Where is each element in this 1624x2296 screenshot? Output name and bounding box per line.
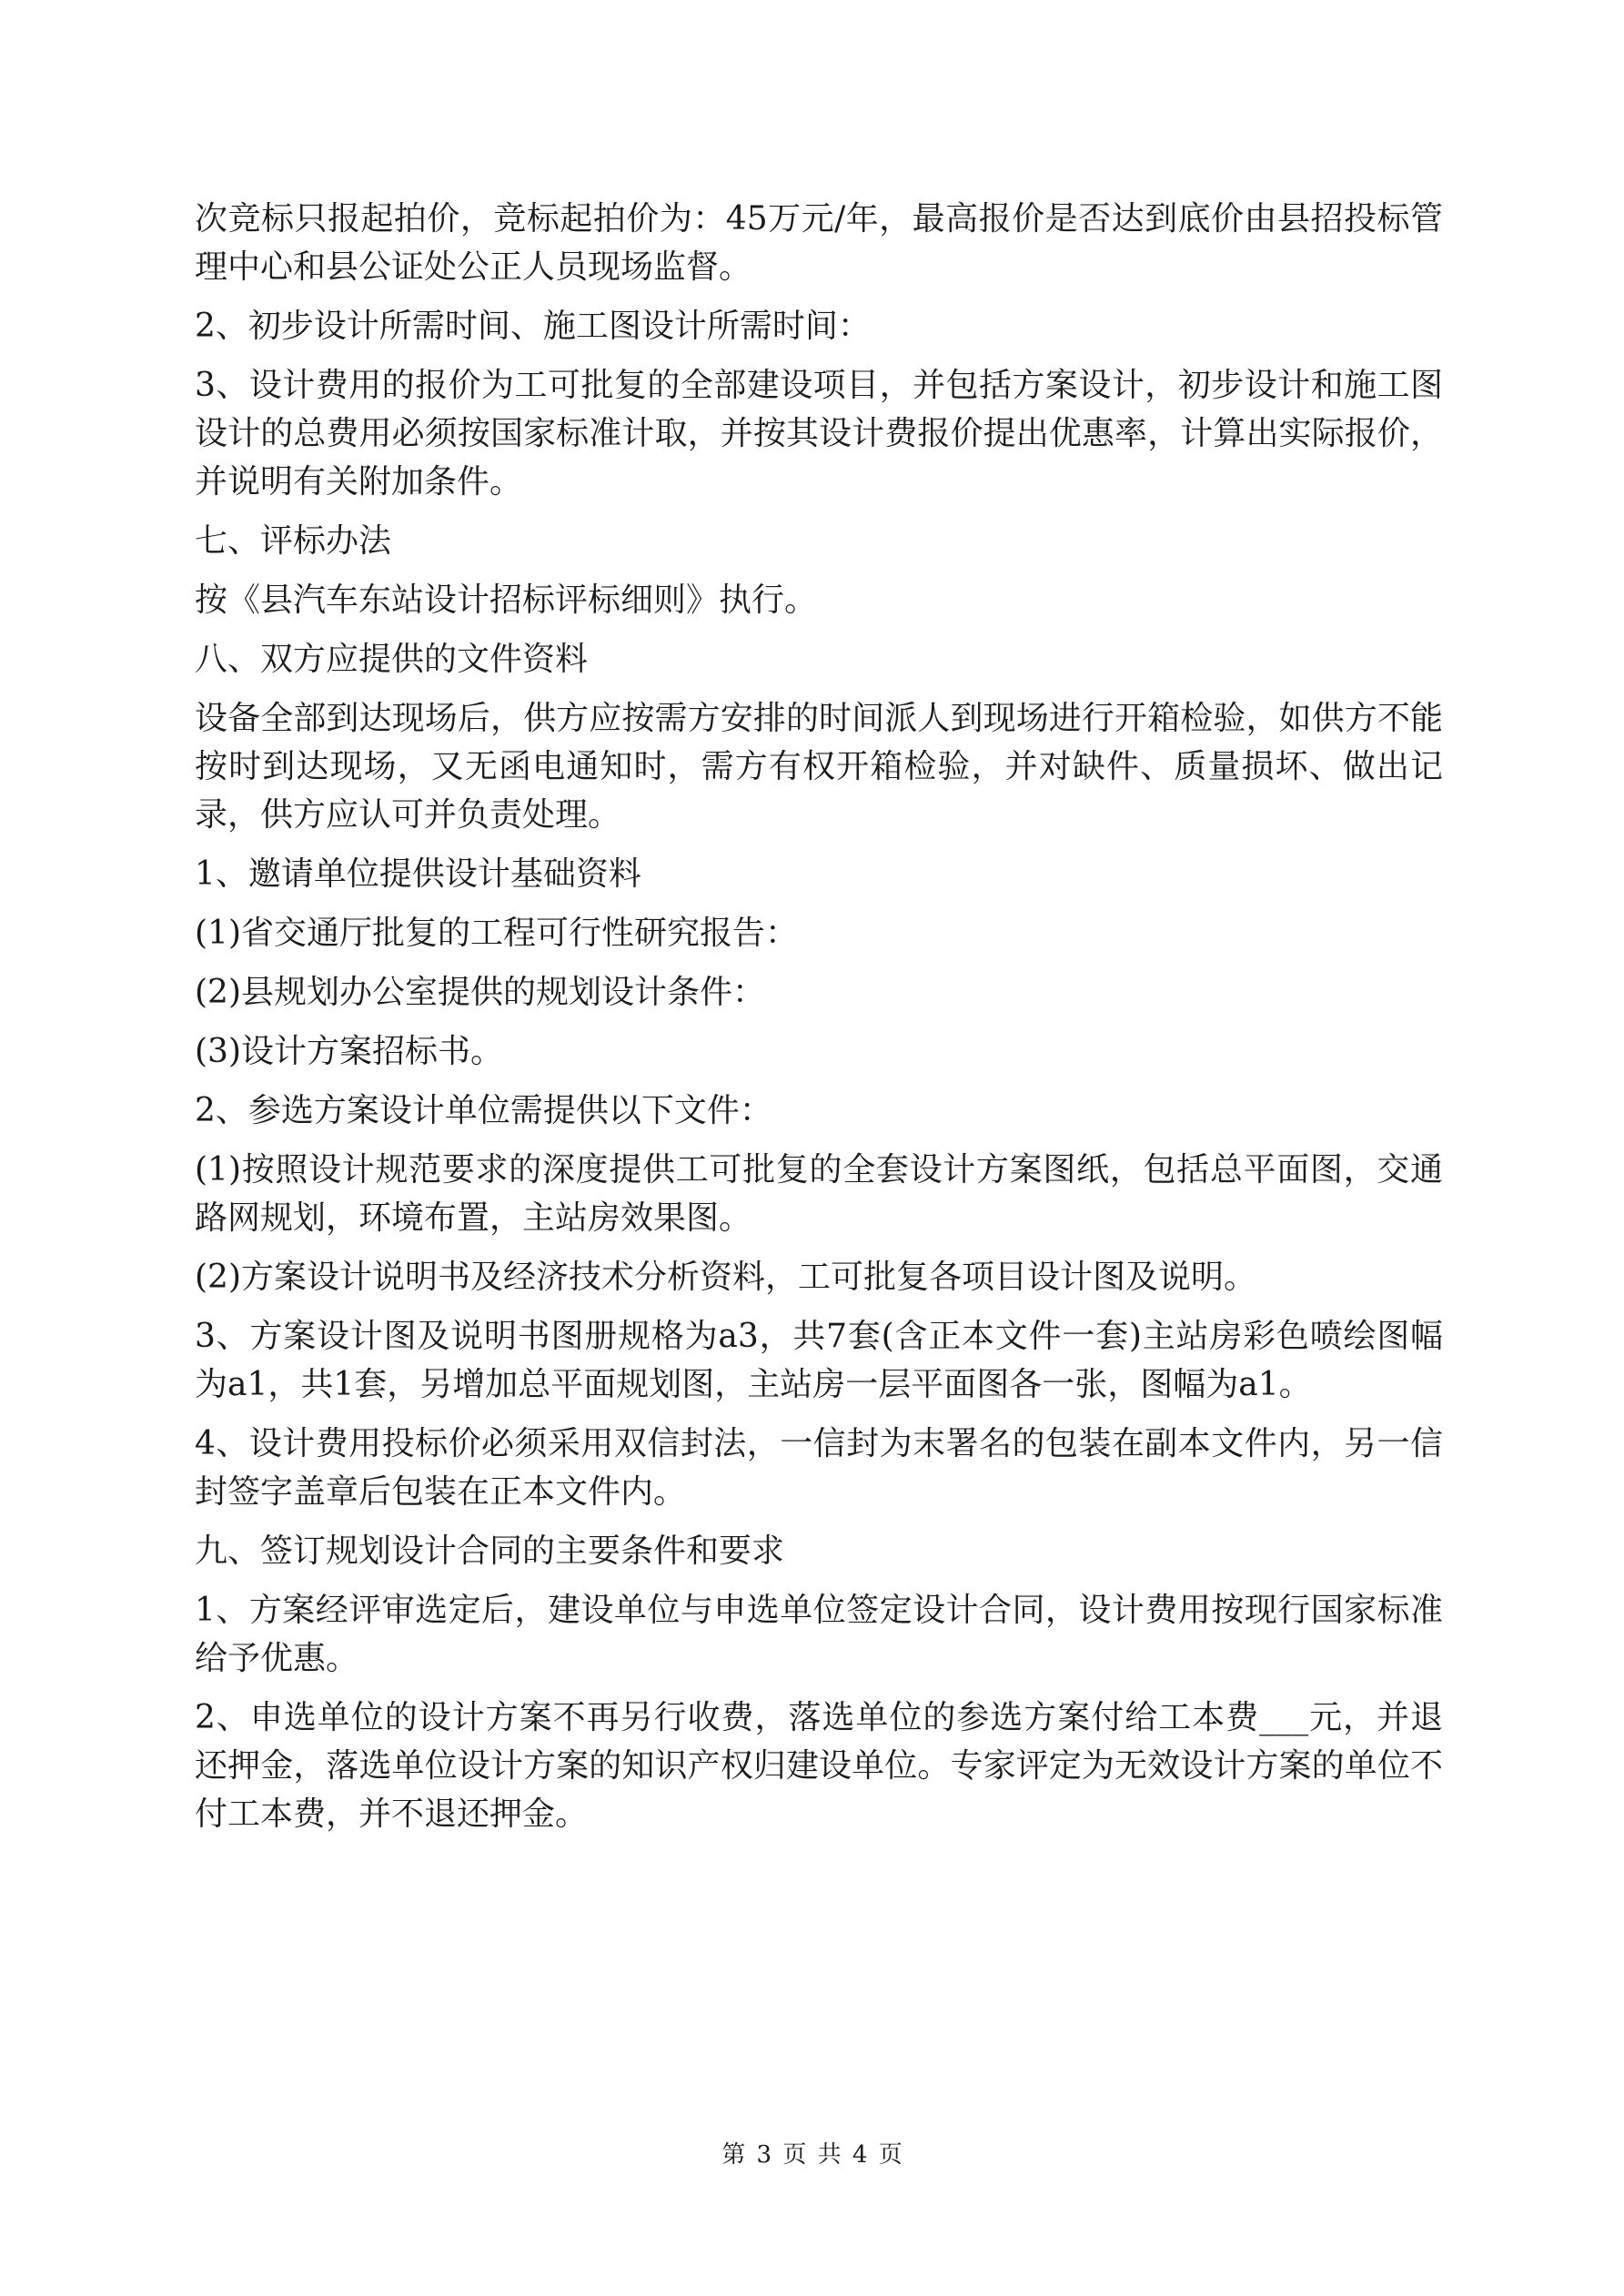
paragraph: (3)设计方案招标书。 — [195, 1033, 503, 1070]
paragraph: 1、方案经评审选定后，建设单位与申选单位签定设计合同，设计费用按现行国家标准给予优惠。 — [195, 1592, 1443, 1677]
paragraph: 设备全部到达现场后，供方应按需方安排的时间派人到现场进行开箱检验，如供方不能按时到达现场，又无函电通知时，需方有权开箱检验，并对缺件、质量损坏、做出记录，供方应认可并负责处理。 — [195, 700, 1443, 834]
paragraph: (1)按照设计规范要求的深度提供工可批复的全套设计方案图纸，包括总平面图，交通路网规划，环境布置，主站房效果图。 — [195, 1151, 1443, 1237]
section-heading: 七、评标办法 — [195, 522, 392, 560]
paragraph: 2、申选单位的设计方案不再另行收费，落选单位的参选方案付给工本费___元，并退还押金，落选单位设计方案的知识产权归建设单位。专家评定为无效设计方案的单位不付工本费，并不退还押金。 — [195, 1699, 1443, 1833]
paragraph: (1)省交通厅批复的工程可行性研究报告： — [195, 915, 798, 952]
paragraph: 次竞标只报起拍价，竞标起拍价为：45万元/年，最高报价是否达到底价由县招投标管理中心和县公证处公正人员现场监督。 — [195, 200, 1443, 286]
paragraph: 1、邀请单位提供设计基础资料 — [195, 855, 641, 893]
paragraph: 3、设计费用的报价为工可批复的全部建设项目，并包括方案设计，初步设计和施工图设计的总费用必须按国家标准计取，并按其设计费报价提出优惠率，计算出实际报价，并说明有关附加条件。 — [195, 367, 1443, 501]
document-body — [195, 195, 1443, 1849]
paragraph: 2、参选方案设计单位需提供以下文件： — [195, 1092, 772, 1129]
paragraph: (2)县规划办公室提供的规划设计条件： — [195, 974, 765, 1011]
paragraph: (2)方案设计说明书及经济技术分析资料，工可批复各项目设计图及说明。 — [195, 1259, 1256, 1296]
paragraph: 按《县汽车东站设计招标评标细则》执行。 — [195, 582, 818, 619]
paragraph: 3、方案设计图及说明书图册规格为a3，共7套(含正本文件一套)主站房彩色喷绘图幅为a1，共1套，另增加总平面规划图，主站房一层平面图各一张，图幅为a1。 — [195, 1318, 1443, 1403]
section-heading: 八、双方应提供的文件资料 — [195, 641, 589, 678]
section-heading: 九、签订规划设计合同的主要条件和要求 — [195, 1532, 785, 1570]
paragraph: 2、初步设计所需时间、施工图设计所需时间： — [195, 308, 871, 345]
page-number-footer: 第 3 页 共 4 页 — [721, 2141, 903, 2169]
paragraph: 4、设计费用投标价必须采用双信封法，一信封为末署名的包装在副本文件内，另一信封签字盖章后包装在正本文件内。 — [195, 1425, 1443, 1511]
